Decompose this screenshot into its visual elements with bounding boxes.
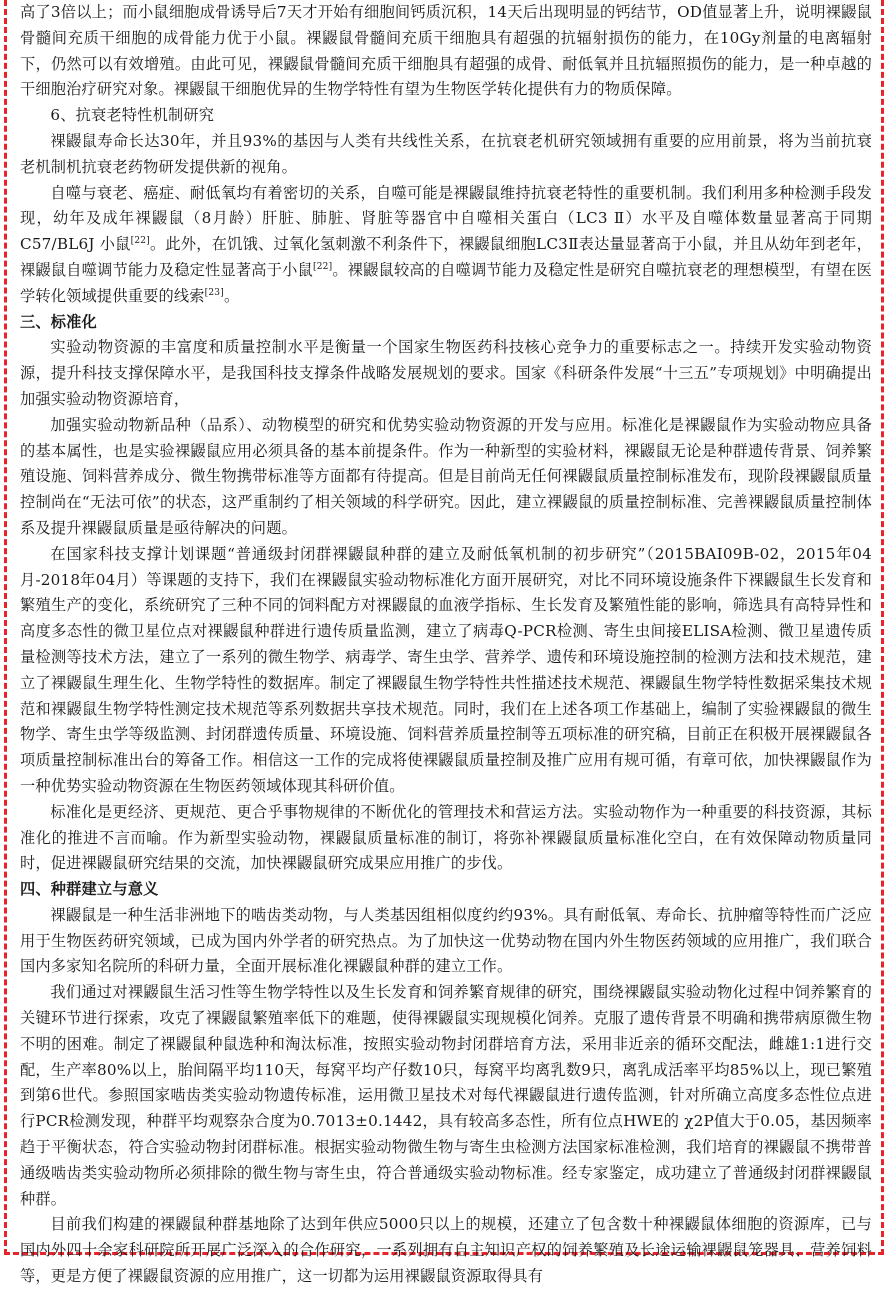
paragraph-resources: 实验动物资源的丰富度和质量控制水平是衡量一个国家生物医药科技核心竞争力的重要标志之一。持续开发实验动物资源，提升科技支撑保障水平，是我国科技支撑条件战略发展规划的要求。国家《科研条件发展“十三五”专项规划》中明确提出加强实验动物资源培育， xyxy=(20,338,872,408)
citation-marker: [22] xyxy=(313,261,333,272)
section-heading-population: 四、种群建立与意义 xyxy=(20,880,159,899)
section-heading-standardization: 三、标准化 xyxy=(20,312,97,331)
citation-marker: [22] xyxy=(130,236,150,247)
citation-marker: [23] xyxy=(204,287,224,298)
paragraph-lifespan: 裸鼹鼠寿命长达30年，并且93%的基因与人类有共线性关系，在抗衰老机研究领域拥有重要的应用前景，将为当前抗衰老机制机抗衰老药物研发提供新的视角。 xyxy=(20,131,872,176)
subheading-anti-aging: 6、抗衰老特性机制研究 xyxy=(50,106,215,125)
paragraph-autophagy: 自噬与衰老、癌症、耐低氧均有着密切的关系，自噬可能是裸鼹鼠维持抗衰老特性的重要机制。我们利用多种检测手段发现，幼年及成年裸鼹鼠（8月龄）肝脏、肺脏、肾脏等器官中自噬相关蛋白（LC3 Ⅱ）水平及自噬体数量显著高于同期 C57/BL6J 小鼠[22]。此外，在饥饿、过氧化氢刺激不利条件下，裸鼹鼠细胞LC3Ⅱ表达量显著高于小鼠，并且从幼年到老年，裸鼹鼠自噬调节能力及稳定性显著高于小鼠[22]。裸鼹鼠较高的自噬调节能力及稳定性是研究自噬抗衰老的理想模型，有望在医学转化领域提供重要的线索[23]。 xyxy=(20,183,873,305)
paragraph-base-current: 目前我们构建的裸鼹鼠种群基地除了达到年供应5000只以上的规模，还建立了包含数十种裸鼹鼠体细胞的资源库，已与国内外四十余家科研院所开展广泛深入的合作研究，一系列拥有自主知识产权的饲养繁殖及长途运输裸鼹鼠笼器具、营养饲料等，更是方便了裸鼹鼠资源的应用推广，这一切都为运用裸鼹鼠资源取得具有 xyxy=(20,1215,872,1286)
paragraph-naked-mole-rat-intro: 裸鼹鼠是一种生活非洲地下的啮齿类动物，与人类基因组相似度约约93%。具有耐低氧、寿命长、抗肿瘤等特性而广泛应用于生物医药研究领域，已成为国内外学者的研究热点。为了加快这一优势动物在国内外生物医药领域的应用推广，我们联合国内多家知名院所的科研力量，全面开展标准化裸鼹鼠种群的建立工作。 xyxy=(20,905,872,976)
paragraph-stem-cell-conclusion: 高了3倍以上；而小鼠细胞成骨诱导后7天才开始有细胞间钙质沉积，14天后出现明显的钙结节，OD值显著上升，说明裸鼹鼠骨髓间充质干细胞的成骨能力优于小鼠。裸鼹鼠骨髓间充质干细胞具有超强的抗辐射损伤的能力，在10Gy剂量的电离辐射下，仍然可以有效增殖。由此可见，裸鼹鼠骨髓间充质干细胞具有超强的成骨、耐低氧并且抗辐照损伤的能力，是一种卓越的干细胞治疗研究对象。裸鼹鼠干细胞优异的生物学特性有望为生物医学转化提供有力的物质保障。 xyxy=(20,3,872,99)
paragraph-standardization-value: 标准化是更经济、更规范、更合乎事物规律的不断优化的管理技术和营运方法。实验动物作为一种重要的科技资源，其标准化的推进不言而喻。作为新型实验动物，裸鼹鼠质量标准的制订，将弥补裸鼹鼠质量标准化空白，在有效保障动物质量同时，促进裸鼹鼠研究结果的交流，加快裸鼹鼠研究成果应用推广的步伐。 xyxy=(20,802,872,873)
document-body xyxy=(20,0,872,1290)
paragraph-new-strains: 加强实验动物新品种（品系）、动物模型的研究和优势实验动物资源的开发与应用。标准化是裸鼹鼠作为实验动物应具备的基本属性，也是实验裸鼹鼠应用必须具备的基本前提条件。作为一种新型的实验材料，裸鼹鼠无论是种群遗传背景、饲养繁殖设施、饲料营养成分、微生物携带标准等方面都有待提高。但是目前尚无任何裸鼹鼠质量控制标准发布，现阶段裸鼹鼠质量控制尚在“无法可依”的状态，这严重制约了相关领域的科学研究。因此，建立裸鼹鼠的质量控制标准、完善裸鼹鼠质量控制体系及提升裸鼹鼠质量是亟待解决的问题。 xyxy=(20,415,872,537)
paragraph-breeding: 我们通过对裸鼹鼠生活习性等生物学特性以及生长发育和饲养繁育规律的研究，围绕裸鼹鼠实验动物化过程中饲养繁育的关键环节进行探索，攻克了裸鼹鼠繁殖率低下的难题，使得裸鼹鼠实现规模化饲养。克服了遗传背景不明确和携带病原微生物不明的困难。制定了裸鼹鼠种鼠选种和淘汰标准，按照实验动物封闭群培育方法，采用非近亲的循环交配法，雌雄1:1进行交配，生产率80%以上，胎间隔平均110天，每窝平均产仔数10只，每窝平均离乳数9只，离乳成活率平均85%以上，现已繁殖到第6世代。参照国家啮齿类实验动物遗传标准，运用微卫星技术对每代裸鼹鼠进行遗传监测，针对所确立高度多态性位点进行PCR检测发现，种群平均观察杂合度为0.7013±0.1442，具有较高多态性，所有位点HWE的 χ2P值大于0.05，基因频率趋于平衡状态，符合实验动物封闭群标准。根据实验动物微生物与寄生虫检测方法国家标准检测，我们培育的裸鼹鼠不携带普通级啮齿类实验动物所必须排除的微生物与寄生虫，符合普通级实验动物标准。经专家鉴定，成功建立了普通级封闭群裸鼹鼠种群。 xyxy=(20,983,872,1208)
paragraph-research-support: 在国家科技支撑计划课题“普通级封闭群裸鼹鼠种群的建立及耐低氧机制的初步研究”（2015BAI09B-02，2015年04月-2018年04月）等课题的支持下，我们在裸鼹鼠实验动物标准化方面开展研究，对比不同环境设施条件下裸鼹鼠生长发育和繁殖生产的变化，系统研究了三种不同的饲料配方对裸鼹鼠的血液学指标、生长发育及繁殖性能的影响，筛选具有高特异性和高度多态性的微卫星位点对裸鼹鼠种群进行遗传质量监测，建立了病毒Q-PCR检测、寄生虫间接ELISA检测、微卫星遗传质量检测等技术方法，建立了一系列的微生物学、病毒学、寄生虫学、营养学、遗传和环境设施控制的检测方法和技术规范，建立了裸鼹鼠生理生化、生物学特性的数据库。制定了裸鼹鼠生物学特性共性描述技术规范、裸鼹鼠生物学特性数据采集技术规范和裸鼹鼠生物学特性测定技术规范等系列数据共享技术规范。同时，我们在上述各项工作基础上，编制了实验裸鼹鼠的微生物学、寄生虫学等级监测、封闭群遗传质量、环境设施、饲料营养质量控制等五项标准的研究稿，目前正在积极开展裸鼹鼠各项质量控制标准出台的筹备工作。相信这一工作的完成将使裸鼹鼠质量控制及推广应用有规可循，有章可依，加快裸鼹鼠作为一种优势实验动物资源在生物医药领域体现其科研价值。 xyxy=(20,544,872,795)
